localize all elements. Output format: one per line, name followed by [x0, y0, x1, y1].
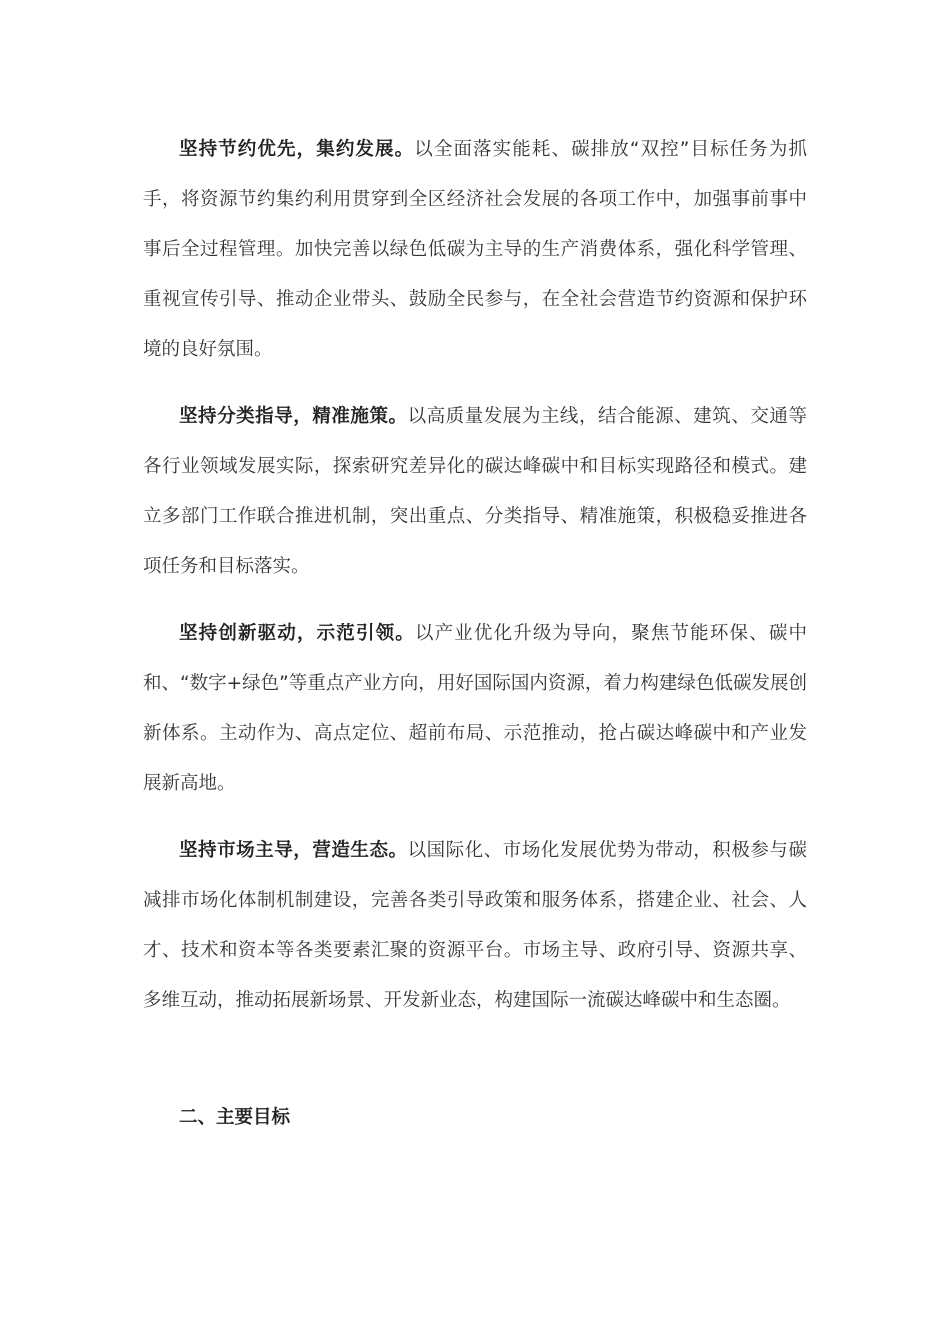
paragraph-classified-guidance [143, 392, 807, 592]
paragraph-conservation [143, 125, 807, 375]
paragraph-body: 以国际化、市场化发展优势为带动，积极参与碳减排市场化体制机制建设，完善各类引导政策和服务体系，搭建企业、社会、人才、技术和资本等各类要素汇聚的资源平台。市场主导、政府引导、资源共享、多维互动，推动拓展新场景、开发新业态，构建国际一流碳达峰碳中和生态圈。 [143, 840, 807, 1011]
paragraph-body: 以产业优化升级为导向，聚焦节能环保、碳中和、“数字+绿色”等重点产业方向，用好国际国内资源，着力构建绿色低碳发展创新体系。主动作为、高点定位、超前布局、示范推动，抢占碳达峰碳中和产业发展新高地。 [143, 623, 807, 794]
section-heading: 二、主要目标 [179, 1107, 291, 1128]
paragraph-market [143, 826, 807, 1026]
paragraph-body: 以高质量发展为主线，结合能源、建筑、交通等各行业领域发展实际，探索研究差异化的碳达峰碳中和目标实现路径和模式。建立多部门工作联合推进机制，突出重点、分类指导、精准施策，积极稳妥推进各项任务和目标落实。 [143, 406, 807, 577]
paragraph-body: 以全面落实能耗、碳排放“双控”目标任务为抓手，将资源节约集约利用贯穿到全区经济社会发展的各项工作中，加强事前事中事后全过程管理。加快完善以绿色低碳为主导的生产消费体系，强化科学管理、重视宣传引导、推动企业带头、鼓励全民参与，在全社会营造节约资源和保护环境的良好氛围。 [143, 139, 807, 360]
paragraph-innovation [143, 609, 807, 809]
paragraph-lead: 坚持创新驱动，示范引领。 [179, 623, 415, 644]
paragraph-lead: 坚持市场主导，营造生态。 [179, 840, 408, 861]
paragraph-lead: 坚持分类指导，精准施策。 [179, 406, 408, 427]
paragraph-lead: 坚持节约优先，集约发展。 [179, 139, 415, 160]
